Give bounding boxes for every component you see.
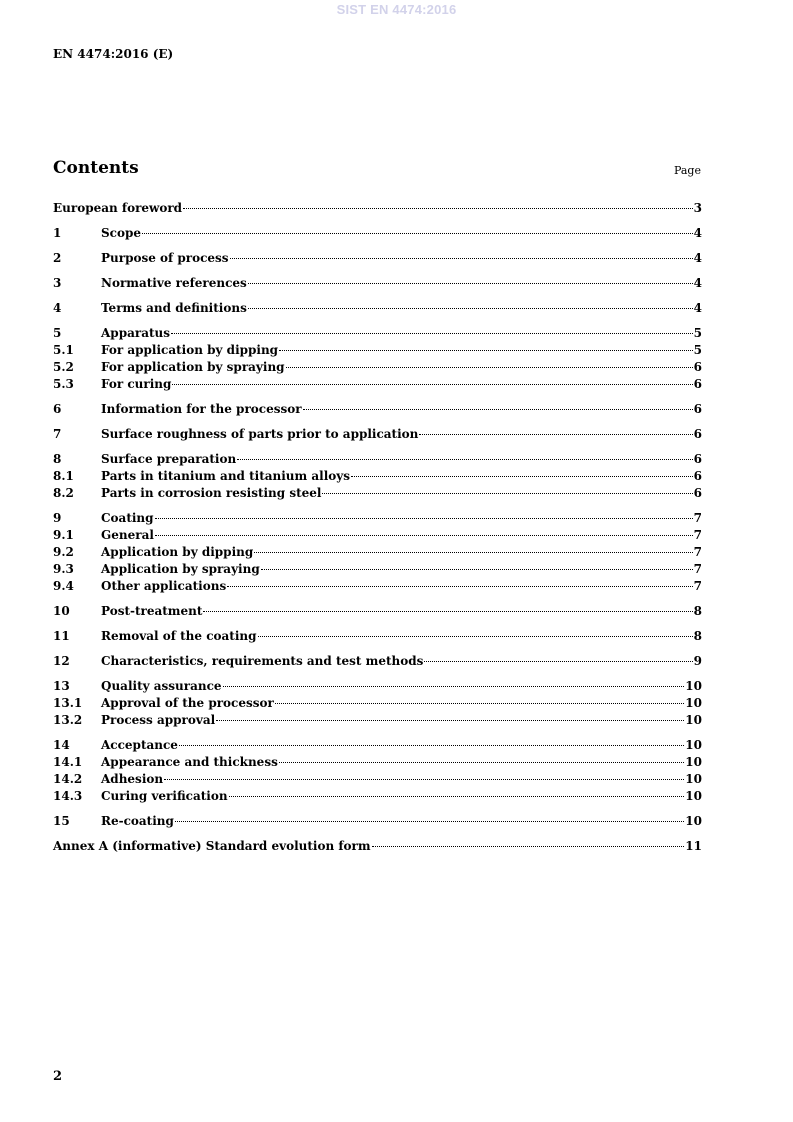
toc-entry-number: 14.3 (53, 789, 83, 803)
toc-entry-title: Appearance and thickness (101, 755, 278, 769)
toc-entry-title: Normative references (101, 276, 247, 290)
toc-entry-page: 5 (693, 326, 702, 340)
toc-entry-page: 6 (693, 427, 702, 441)
toc-entry-title: Post-treatment (101, 604, 203, 618)
toc-entry-page: 4 (693, 251, 702, 265)
toc-dot-leader (227, 586, 692, 587)
toc-entry-page: 7 (693, 545, 702, 559)
toc-dot-leader (351, 476, 693, 477)
toc-dot-leader (171, 333, 693, 334)
toc-entry-title: Process approval (101, 713, 216, 727)
toc-entry-title: Information for the processor (101, 402, 302, 416)
toc-entry-page: 6 (693, 469, 702, 483)
toc-dot-leader (279, 762, 684, 763)
toc-entry-title: General (101, 528, 154, 542)
toc-entry[interactable] (53, 653, 702, 670)
toc-entry[interactable] (53, 737, 702, 754)
toc-dot-leader (248, 283, 693, 284)
toc-dot-leader (419, 434, 692, 435)
toc-entry-number: 9 (53, 511, 62, 525)
toc-dot-leader (424, 661, 692, 662)
toc-entry-number: 8 (53, 452, 62, 466)
toc-entry-number: 15 (53, 814, 70, 828)
page-number: 2 (53, 1069, 63, 1084)
toc-entry[interactable] (53, 225, 702, 242)
toc-dot-leader (179, 745, 684, 746)
toc-entry[interactable] (53, 376, 702, 393)
table-of-contents (53, 200, 702, 855)
toc-entry-number: 9.4 (53, 579, 74, 593)
toc-dot-leader (216, 720, 684, 721)
toc-entry-title: Adhesion (101, 772, 164, 786)
toc-entry[interactable] (53, 561, 702, 578)
toc-entry-number: 14.1 (53, 755, 83, 769)
toc-entry-number: 7 (53, 427, 62, 441)
toc-entry-number: 9.1 (53, 528, 74, 542)
toc-entry-page: 10 (685, 696, 702, 710)
toc-dot-leader (183, 208, 693, 209)
contents-heading: Contents (53, 158, 139, 178)
toc-entry[interactable] (53, 712, 702, 729)
toc-entry-page: 10 (685, 738, 702, 752)
toc-entry-title: For curing (101, 377, 172, 391)
toc-entry[interactable] (53, 838, 702, 855)
toc-entry-title: Characteristics, requirements and test methods (101, 654, 424, 668)
toc-dot-leader (203, 611, 692, 612)
toc-dot-leader (261, 569, 693, 570)
toc-entry-page: 11 (685, 839, 702, 853)
watermark: SIST EN 4474:2016 (336, 2, 457, 17)
toc-entry-number: 2 (53, 251, 62, 265)
toc-entry-page: 7 (693, 528, 702, 542)
toc-entry-title: Scope (101, 226, 142, 240)
toc-entry-page: 9 (693, 654, 702, 668)
toc-dot-leader (229, 796, 685, 797)
toc-entry-page: 10 (685, 755, 702, 769)
toc-entry-title: Curing verification (101, 789, 228, 803)
toc-dot-leader (175, 821, 684, 822)
toc-dot-leader (155, 518, 693, 519)
toc-entry-title: European foreword (53, 201, 183, 215)
toc-entry[interactable] (53, 771, 702, 788)
toc-entry-title: For application by spraying (101, 360, 285, 374)
toc-dot-leader (172, 384, 692, 385)
toc-entry-title: Surface preparation (101, 452, 237, 466)
toc-entry[interactable] (53, 426, 702, 443)
toc-dot-leader (286, 367, 693, 368)
toc-entry[interactable] (53, 788, 702, 805)
toc-entry[interactable] (53, 813, 702, 830)
toc-entry-page: 7 (693, 511, 702, 525)
toc-entry-number: 5 (53, 326, 62, 340)
toc-entry-title: Coating (101, 511, 154, 525)
toc-entry-page: 10 (685, 789, 702, 803)
toc-entry[interactable] (53, 628, 702, 645)
toc-dot-leader (275, 703, 684, 704)
toc-entry[interactable] (53, 325, 702, 342)
toc-entry[interactable] (53, 678, 702, 695)
toc-entry-page: 8 (693, 629, 702, 643)
toc-dot-leader (223, 686, 685, 687)
toc-entry[interactable] (53, 603, 702, 620)
toc-entry-number: 5.3 (53, 377, 74, 391)
toc-entry-page: 4 (693, 276, 702, 290)
toc-dot-leader (279, 350, 693, 351)
toc-entry-title: Purpose of process (101, 251, 229, 265)
toc-dot-leader (258, 636, 693, 637)
toc-entry-title: Parts in corrosion resisting steel (101, 486, 322, 500)
toc-entry-page: 7 (693, 562, 702, 576)
toc-entry-page: 3 (693, 201, 702, 215)
toc-entry-title: Annex A (informative) Standard evolution form (53, 839, 371, 853)
toc-dot-leader (142, 233, 693, 234)
toc-entry[interactable] (53, 578, 702, 595)
toc-entry-number: 13.2 (53, 713, 83, 727)
toc-entry-number: 8.1 (53, 469, 74, 483)
toc-entry[interactable] (53, 754, 702, 771)
toc-entry-number: 13.1 (53, 696, 83, 710)
toc-entry-title: Application by spraying (101, 562, 260, 576)
toc-dot-leader (237, 459, 692, 460)
toc-entry[interactable] (53, 527, 702, 544)
toc-entry[interactable] (53, 300, 702, 317)
toc-entry-page: 10 (685, 814, 702, 828)
toc-dot-leader (164, 779, 684, 780)
toc-entry-title: Approval of the processor (101, 696, 274, 710)
toc-entry-number: 5.2 (53, 360, 74, 374)
toc-entry-title: Parts in titanium and titanium alloys (101, 469, 351, 483)
toc-entry-title: Acceptance (101, 738, 178, 752)
toc-entry[interactable] (53, 342, 702, 359)
toc-entry[interactable] (53, 359, 702, 376)
toc-entry[interactable] (53, 250, 702, 267)
toc-dot-leader (230, 258, 693, 259)
toc-entry[interactable] (53, 510, 702, 527)
toc-entry-number: 1 (53, 226, 62, 240)
toc-entry[interactable] (53, 485, 702, 502)
toc-entry-number: 9.2 (53, 545, 74, 559)
toc-entry-page: 10 (685, 772, 702, 786)
toc-entry-number: 13 (53, 679, 70, 693)
document-id: EN 4474:2016 (E) (53, 47, 174, 61)
toc-entry-number: 9.3 (53, 562, 74, 576)
toc-entry-page: 6 (693, 486, 702, 500)
toc-entry-number: 5.1 (53, 343, 74, 357)
toc-entry-page: 7 (693, 579, 702, 593)
toc-dot-leader (248, 308, 693, 309)
toc-entry[interactable] (53, 275, 702, 292)
toc-entry-page: 4 (693, 301, 702, 315)
toc-entry-page: 6 (693, 452, 702, 466)
toc-dot-leader (155, 535, 693, 536)
toc-entry-page: 6 (693, 360, 702, 374)
toc-entry-number: 8.2 (53, 486, 74, 500)
toc-entry-title: Re-coating (101, 814, 174, 828)
toc-entry-title: Application by dipping (101, 545, 254, 559)
toc-dot-leader (322, 493, 692, 494)
toc-entry[interactable] (53, 401, 702, 418)
toc-entry-page: 10 (685, 713, 702, 727)
toc-dot-leader (254, 552, 692, 553)
toc-entry-number: 3 (53, 276, 62, 290)
toc-entry-title: Removal of the coating (101, 629, 257, 643)
toc-entry[interactable] (53, 468, 702, 485)
toc-entry-page: 6 (693, 402, 702, 416)
toc-entry-title: Other applications (101, 579, 227, 593)
toc-entry-number: 6 (53, 402, 62, 416)
toc-entry-page: 5 (693, 343, 702, 357)
toc-entry[interactable] (53, 695, 702, 712)
toc-entry[interactable] (53, 544, 702, 561)
toc-entry-number: 14 (53, 738, 70, 752)
toc-entry-title: For application by dipping (101, 343, 279, 357)
toc-entry-number: 11 (53, 629, 70, 643)
toc-entry-number: 10 (53, 604, 70, 618)
toc-entry-number: 12 (53, 654, 70, 668)
toc-entry-title: Surface roughness of parts prior to application (101, 427, 419, 441)
toc-dot-leader (303, 409, 693, 410)
toc-entry-title: Apparatus (101, 326, 170, 340)
toc-dot-leader (372, 846, 685, 847)
toc-entry[interactable] (53, 200, 702, 217)
toc-entry-number: 4 (53, 301, 62, 315)
toc-entry-number: 14.2 (53, 772, 83, 786)
toc-entry-page: 10 (685, 679, 702, 693)
toc-entry-title: Terms and definitions (101, 301, 247, 315)
toc-entry[interactable] (53, 451, 702, 468)
page-column-label: Page (673, 164, 701, 177)
toc-entry-page: 8 (693, 604, 702, 618)
toc-entry-page: 6 (693, 377, 702, 391)
toc-entry-title: Quality assurance (101, 679, 222, 693)
toc-entry-page: 4 (693, 226, 702, 240)
